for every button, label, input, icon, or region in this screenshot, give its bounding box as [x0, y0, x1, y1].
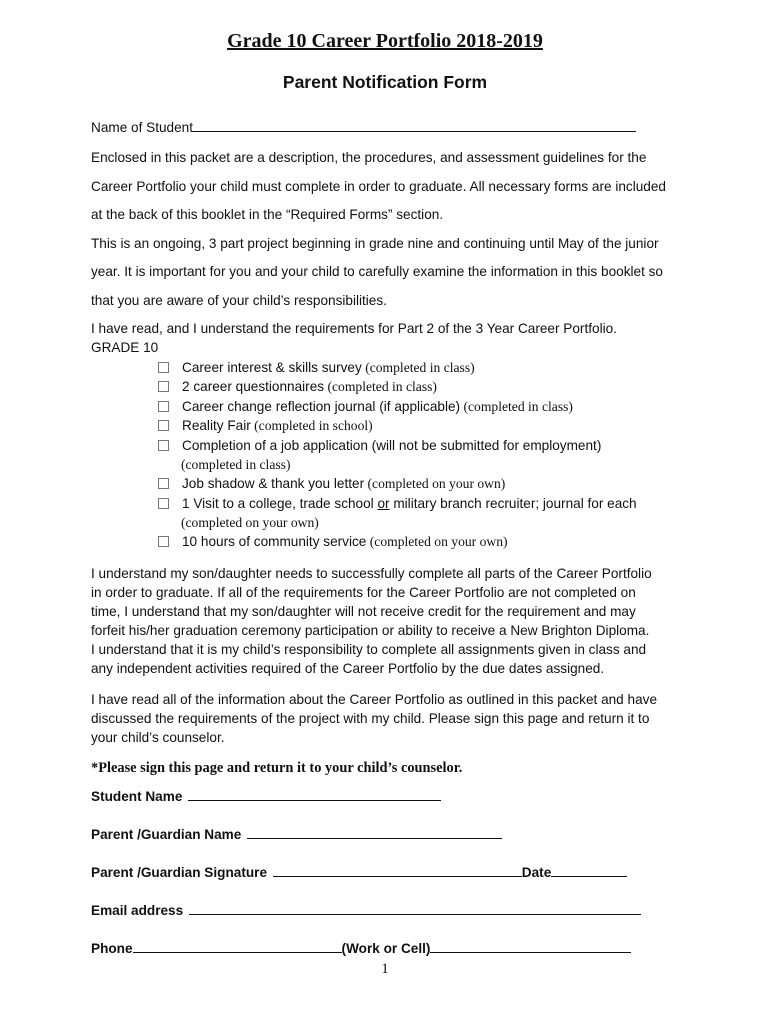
- checkbox[interactable]: [158, 401, 169, 412]
- phone-field-row: [91, 939, 631, 956]
- checklist-item: Reality Fair (completed in school): [158, 418, 373, 434]
- paragraph-3-line-2: in order to graduate. If all of the requirements for the Career Portfolio are not completed on: [91, 585, 636, 600]
- guardian-signature-field-row: [91, 863, 627, 880]
- checkbox[interactable]: [158, 478, 169, 489]
- grade-label: GRADE 10: [91, 340, 159, 355]
- paragraph-4-line-1: I have read all of the information about the Career Portfolio as outlined in this packet and have: [91, 692, 657, 707]
- guardian-name-field[interactable]: [247, 825, 502, 839]
- work-or-cell-field[interactable]: [430, 939, 631, 953]
- checklist-item: Completion of a job application (will not be submitted for employment): [158, 438, 601, 453]
- sign-notice: *Please sign this page and return it to your child’s counselor.: [91, 760, 463, 776]
- email-field-row: [91, 901, 641, 918]
- checkbox[interactable]: [158, 536, 169, 547]
- guardian-signature-field[interactable]: [273, 863, 522, 877]
- work-or-cell-label: (Work or Cell): [341, 941, 431, 956]
- checkbox[interactable]: [158, 381, 169, 392]
- checklist-item: Career interest & skills survey (completed in class): [158, 360, 475, 376]
- paragraph-2-line-3: that you are aware of your child’s responsibilities.: [91, 293, 387, 308]
- paragraph-3-line-6: any independent activities required of the Career Portfolio by the due dates assigned.: [91, 661, 605, 676]
- paragraph-3-line-5: I understand that it is my child’s responsibility to complete all assignments given in class and: [91, 642, 647, 657]
- checkbox[interactable]: [158, 498, 169, 509]
- checklist-item-note: (completed on your own): [181, 515, 319, 530]
- paragraph-1-line-3: at the back of this booklet in the “Required Forms” section.: [91, 207, 444, 222]
- guardian-name-field-label: Parent /Guardian Name: [91, 827, 242, 842]
- paragraph-1-line-1: Enclosed in this packet are a description, the procedures, and assessment guidelines for the: [91, 150, 647, 165]
- student-name-blank[interactable]: [193, 118, 636, 132]
- acknowledge-line: I have read, and I understand the requirements for Part 2 of the 3 Year Career Portfolio.: [91, 321, 617, 336]
- paragraph-3-line-3: time, I understand that my son/daughter will not receive credit for the requirement and may: [91, 604, 636, 619]
- student-name-row: [91, 118, 636, 135]
- date-field-label: Date: [521, 865, 552, 880]
- paragraph-4-line-3: your child’s counselor.: [91, 730, 225, 745]
- guardian-signature-field-label: Parent /Guardian Signature: [91, 865, 268, 880]
- email-field-label: Email address: [91, 903, 184, 918]
- student-name-field-label: Student Name: [91, 789, 183, 804]
- checklist-item: 2 career questionnaires (completed in class): [158, 379, 437, 395]
- checkbox[interactable]: [158, 362, 169, 373]
- checkbox[interactable]: [158, 440, 169, 451]
- checklist-item-note: (completed in class): [181, 457, 291, 472]
- page-number: 1: [381, 961, 389, 977]
- phone-field[interactable]: [133, 939, 342, 953]
- student-name-field-row: [91, 787, 441, 804]
- date-field[interactable]: [551, 863, 627, 877]
- form-subtitle: Parent Notification Form: [282, 72, 488, 92]
- student-name-label: Name of Student: [91, 120, 194, 135]
- page-title: Grade 10 Career Portfolio 2018-2019: [227, 30, 543, 52]
- guardian-name-field-row: [91, 825, 502, 842]
- checklist-item: 10 hours of community service (completed on your own): [158, 534, 508, 550]
- paragraph-3-line-1: I understand my son/daughter needs to successfully complete all parts of the Career Portfolio: [91, 566, 652, 581]
- email-field[interactable]: [189, 901, 641, 915]
- paragraph-3-line-4: forfeit his/her graduation ceremony participation or ability to receive a New Brighton Diploma.: [91, 623, 650, 638]
- checklist-item: 1 Visit to a college, trade school or military branch recruiter; journal for each: [158, 496, 637, 511]
- paragraph-4-line-2: discussed the requirements of the project with my child. Please sign this page and return it to: [91, 711, 650, 726]
- paragraph-1-line-2: Career Portfolio your child must complete in order to graduate. All necessary forms are included: [91, 179, 666, 194]
- checkbox[interactable]: [158, 420, 169, 431]
- paragraph-2-line-2: year. It is important for you and your child to carefully examine the information in this booklet so: [91, 264, 663, 279]
- checklist-item: Job shadow & thank you letter (completed on your own): [158, 476, 505, 492]
- phone-field-label: Phone: [91, 941, 133, 956]
- checklist-item: Career change reflection journal (if applicable) (completed in class): [158, 399, 573, 415]
- student-name-field[interactable]: [188, 787, 441, 801]
- paragraph-2-line-1: This is an ongoing, 3 part project beginning in grade nine and continuing until May of the junior: [91, 236, 659, 251]
